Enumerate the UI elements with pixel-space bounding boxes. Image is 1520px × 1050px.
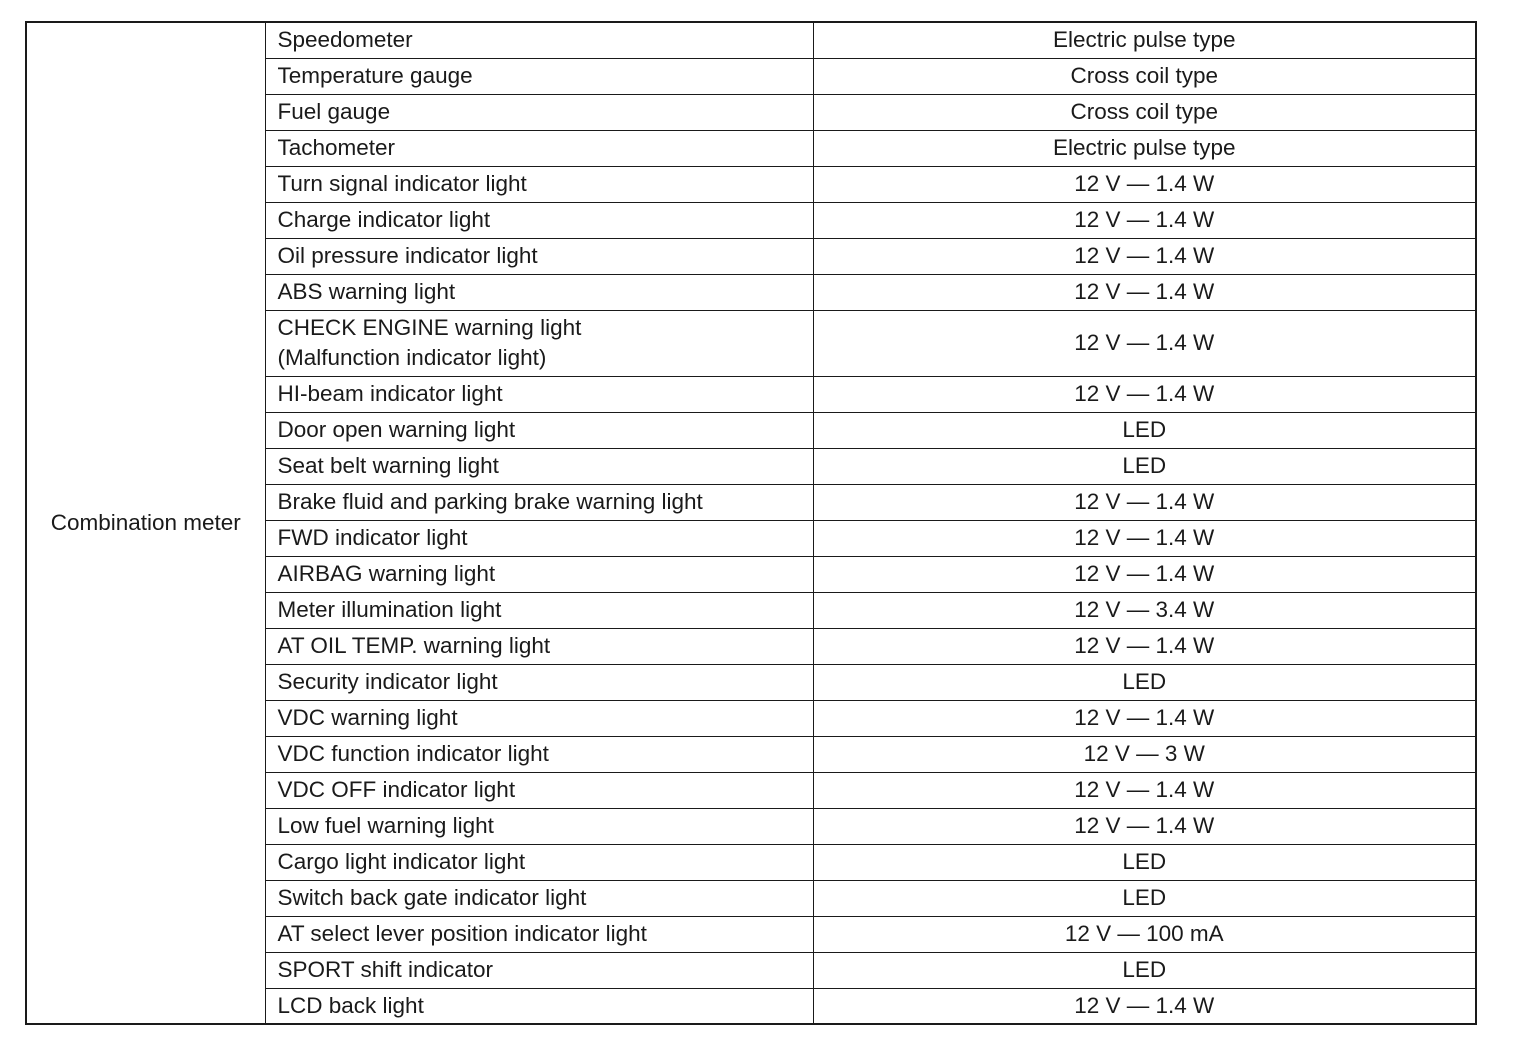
item-spec: 12 V — 3 W <box>813 736 1476 772</box>
item-spec: Electric pulse type <box>813 22 1476 58</box>
item-name: AIRBAG warning light <box>265 556 813 592</box>
item-name: Security indicator light <box>265 664 813 700</box>
item-name: Tachometer <box>265 130 813 166</box>
item-spec: 12 V — 1.4 W <box>813 376 1476 412</box>
item-spec: LED <box>813 880 1476 916</box>
item-name: Speedometer <box>265 22 813 58</box>
item-name <box>265 310 813 376</box>
item-spec: 12 V — 1.4 W <box>813 772 1476 808</box>
item-name: Door open warning light <box>265 412 813 448</box>
item-name: Switch back gate indicator light <box>265 880 813 916</box>
item-name: FWD indicator light <box>265 520 813 556</box>
item-name: LCD back light <box>265 988 813 1024</box>
item-name: Turn signal indicator light <box>265 166 813 202</box>
item-spec: Cross coil type <box>813 94 1476 130</box>
item-name-line2: (Malfunction indicator light) <box>277 345 547 370</box>
item-spec: LED <box>813 664 1476 700</box>
item-spec: LED <box>813 952 1476 988</box>
item-name: ABS warning light <box>265 274 813 310</box>
item-spec: LED <box>813 448 1476 484</box>
item-name: HI-beam indicator light <box>265 376 813 412</box>
item-name: Oil pressure indicator light <box>265 238 813 274</box>
combination-meter-spec-table <box>25 21 1477 1025</box>
item-spec: 12 V — 100 mA <box>813 916 1476 952</box>
item-spec: 12 V — 1.4 W <box>813 484 1476 520</box>
item-spec: 12 V — 1.4 W <box>813 628 1476 664</box>
item-spec: 12 V — 1.4 W <box>813 808 1476 844</box>
item-name-line1: CHECK ENGINE warning light <box>277 315 582 340</box>
item-name: Low fuel warning light <box>265 808 813 844</box>
item-name: VDC OFF indicator light <box>265 772 813 808</box>
item-spec: 12 V — 1.4 W <box>813 310 1476 376</box>
item-name: Meter illumination light <box>265 592 813 628</box>
item-spec: Cross coil type <box>813 58 1476 94</box>
item-name: Brake fluid and parking brake warning light <box>265 484 813 520</box>
item-spec: 12 V — 1.4 W <box>813 166 1476 202</box>
item-name: Seat belt warning light <box>265 448 813 484</box>
item-spec: 12 V — 3.4 W <box>813 592 1476 628</box>
item-spec: 12 V — 1.4 W <box>813 238 1476 274</box>
item-name: Charge indicator light <box>265 202 813 238</box>
item-spec: 12 V — 1.4 W <box>813 520 1476 556</box>
item-name: Fuel gauge <box>265 94 813 130</box>
item-spec: 12 V — 1.4 W <box>813 202 1476 238</box>
item-spec: 12 V — 1.4 W <box>813 988 1476 1024</box>
item-name: VDC warning light <box>265 700 813 736</box>
item-spec: 12 V — 1.4 W <box>813 556 1476 592</box>
table-row <box>26 22 1476 58</box>
item-spec: Electric pulse type <box>813 130 1476 166</box>
group-label: Combination meter <box>26 22 265 1024</box>
item-name: AT select lever position indicator light <box>265 916 813 952</box>
item-name: AT OIL TEMP. warning light <box>265 628 813 664</box>
item-spec: LED <box>813 412 1476 448</box>
item-name: Temperature gauge <box>265 58 813 94</box>
item-spec: 12 V — 1.4 W <box>813 700 1476 736</box>
item-name: Cargo light indicator light <box>265 844 813 880</box>
item-name: VDC function indicator light <box>265 736 813 772</box>
item-name: SPORT shift indicator <box>265 952 813 988</box>
item-spec: 12 V — 1.4 W <box>813 274 1476 310</box>
item-spec: LED <box>813 844 1476 880</box>
